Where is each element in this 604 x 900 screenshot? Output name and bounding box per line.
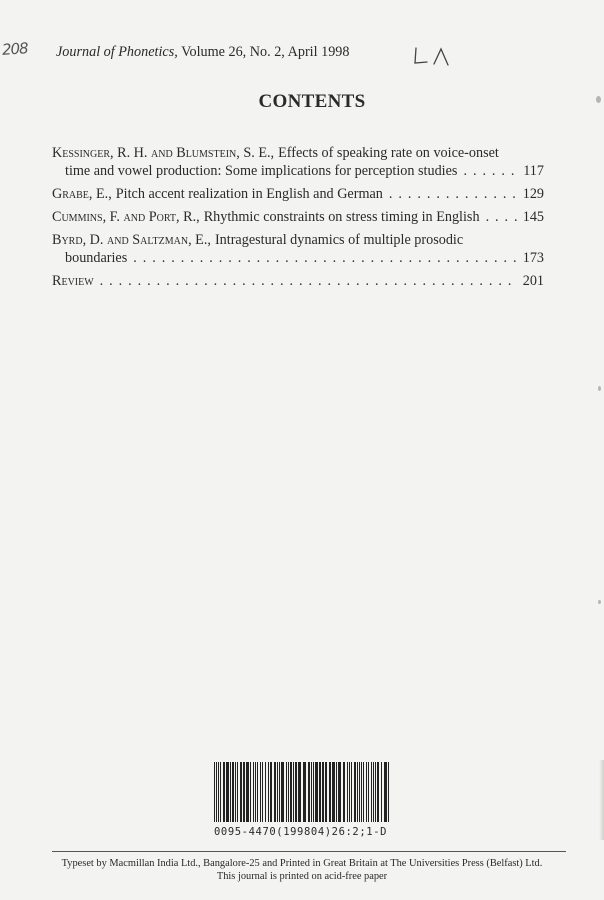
scan-edge-shadow: [599, 760, 604, 840]
barcode-bar: [308, 762, 310, 822]
footer-paper-line: This journal is printed on acid-free paper: [216, 871, 388, 882]
barcode-bar: [338, 762, 341, 822]
barcode-bar: [279, 762, 280, 822]
barcode-bar: [243, 762, 245, 822]
toc-dot-leader: [463, 162, 517, 180]
barcode-bar: [363, 762, 364, 822]
barcode-bar: [343, 762, 345, 822]
toc-page-number: 173: [522, 250, 544, 266]
toc-entry: [52, 144, 544, 180]
barcode-bar: [216, 762, 217, 822]
toc-entry: [52, 272, 544, 290]
barcode-bar: [303, 762, 306, 822]
scan-speck: [598, 386, 601, 391]
scan-speck: [598, 600, 601, 604]
toc-page-number: 145: [522, 209, 544, 225]
scan-speck: [596, 96, 601, 103]
barcode-bar: [230, 762, 231, 822]
barcode-bar: [347, 762, 348, 822]
barcode-bar: [375, 762, 376, 822]
toc-dot-leader: [389, 185, 517, 203]
barcode-bar: [311, 762, 312, 822]
toc-entry-line: [52, 162, 544, 180]
barcode-bar: [218, 762, 219, 822]
barcode-bar: [288, 762, 289, 822]
barcode-bar: [235, 762, 236, 822]
toc-entry: [52, 231, 544, 267]
footer: [0, 857, 604, 883]
barcode-bar: [313, 762, 314, 822]
barcode-bar: [250, 762, 251, 822]
toc-entry-line: [52, 208, 544, 226]
barcode-bar: [384, 762, 387, 822]
toc-page-number: 117: [523, 163, 544, 179]
barcode-code: 0095-4470(199804)26:2;1-D: [214, 826, 388, 838]
barcode-bar: [371, 762, 372, 822]
barcode: [212, 762, 394, 838]
journal-name: Journal of Phonetics,: [56, 44, 178, 60]
barcode-bar: [274, 762, 276, 822]
barcode-bar: [329, 762, 331, 822]
barcode-bar: [361, 762, 362, 822]
table-of-contents: [52, 144, 544, 295]
toc-authors: Grabe, E.,: [52, 186, 112, 202]
barcode-bar: [253, 762, 254, 822]
barcode-bar: [290, 762, 292, 822]
toc-entry-line: [52, 272, 544, 290]
barcode-bar: [232, 762, 234, 822]
barcode-bar: [226, 762, 229, 822]
barcode-bar: [332, 762, 335, 822]
barcode-bar: [286, 762, 287, 822]
toc-entry-line: [52, 231, 544, 249]
footer-printer-line: Typeset by Macmillan India Ltd., Bangalore-25 and Printed in Great Britain at The Universities Press (Belfast) Ltd.: [61, 858, 543, 869]
barcode-bar: [237, 762, 238, 822]
toc-title: time and vowel production: Some implications for perception studies: [65, 163, 458, 179]
toc-authors: Review: [52, 273, 94, 289]
barcode-bar: [265, 762, 266, 822]
toc-entry: [52, 185, 544, 203]
barcode-bar: [373, 762, 374, 822]
barcode-bar: [220, 762, 221, 822]
barcode-bar: [262, 762, 263, 822]
toc-title: Effects of speaking rate on voice-onset: [278, 145, 499, 161]
barcode-bar: [270, 762, 272, 822]
toc-entry-line: [52, 144, 544, 162]
toc-title: Pitch accent realization in English and German: [115, 186, 383, 202]
contents-title: CONTENTS: [258, 91, 366, 112]
toc-page-number: 129: [522, 186, 544, 202]
barcode-bar: [295, 762, 297, 822]
barcode-bar: [246, 762, 249, 822]
handwritten-page-note: 208: [1, 39, 29, 59]
toc-authors: Kessinger, R. H. and Blumstein, S. E.,: [52, 145, 275, 161]
barcode-bar: [354, 762, 356, 822]
barcode-bar: [359, 762, 360, 822]
barcode-bar: [260, 762, 261, 822]
toc-dot-leader: [486, 208, 517, 226]
toc-entry-line: [52, 249, 544, 267]
toc-dot-leader: [100, 272, 517, 290]
barcode-bar: [349, 762, 350, 822]
toc-authors: Cummins, F. and Port, R.,: [52, 209, 200, 225]
toc-title: Rhythmic constraints on stress timing in English: [203, 209, 480, 225]
barcode-bar: [366, 762, 367, 822]
barcode-bar: [293, 762, 294, 822]
barcode-bar: [214, 762, 215, 822]
barcode-bar: [281, 762, 284, 822]
barcode-bar: [223, 762, 225, 822]
barcode-bar: [298, 762, 301, 822]
toc-entry-line: [52, 185, 544, 203]
barcode-bar: [351, 762, 352, 822]
toc-page-number: 201: [522, 273, 544, 289]
toc-dot-leader: [133, 249, 516, 267]
barcode-bar: [388, 762, 389, 822]
barcode-image: [212, 762, 394, 822]
toc-title: boundaries: [65, 250, 128, 266]
barcode-bar: [325, 762, 327, 822]
barcode-bar: [257, 762, 258, 822]
volume-info: Volume 26, No. 2, April 1998: [181, 44, 350, 60]
barcode-bar: [268, 762, 269, 822]
barcode-bar: [357, 762, 358, 822]
barcode-bar: [315, 762, 318, 822]
toc-title: Intragestural dynamics of multiple prosodic: [214, 232, 464, 248]
barcode-bar: [368, 762, 369, 822]
toc-entry: [52, 208, 544, 226]
barcode-bar: [240, 762, 242, 822]
barcode-bar: [377, 762, 379, 822]
barcode-bar: [255, 762, 256, 822]
footer-divider: [52, 851, 566, 852]
barcode-bar: [322, 762, 324, 822]
barcode-bar: [381, 762, 382, 822]
journal-header: [56, 44, 349, 61]
barcode-bar: [336, 762, 337, 822]
handwritten-initials: [410, 44, 454, 70]
barcode-bar: [319, 762, 321, 822]
toc-authors: Byrd, D. and Saltzman, E.,: [52, 232, 211, 248]
barcode-bar: [277, 762, 278, 822]
